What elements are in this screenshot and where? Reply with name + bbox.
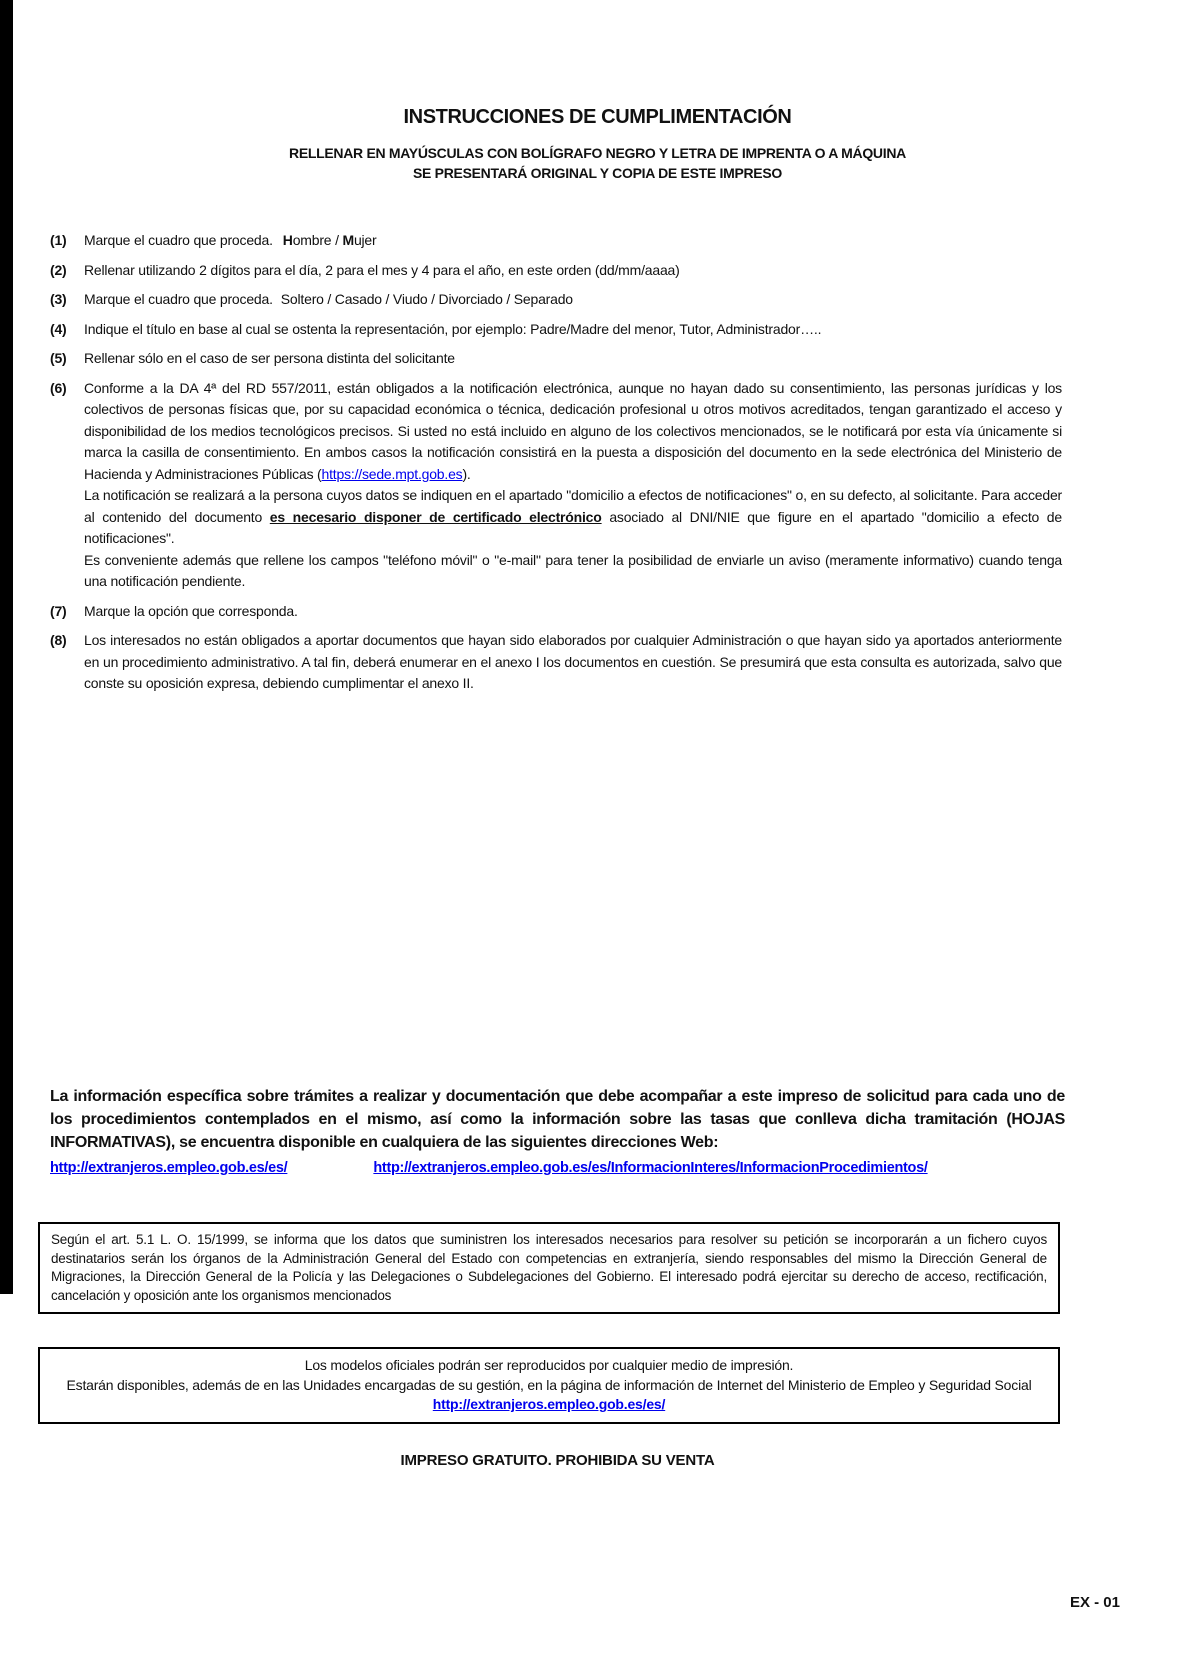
item-text (84, 230, 1062, 252)
item-text: Los interesados no están obligados a aportar documentos que hayan sido elaborados por cualquier Administración o que hayan sido ya aportados anteriormente en un procedimiento administrativo. A tal fin, deberá enumerar en el anexo I los documentos en cuestión. Se presumirá que esta consulta es autorizada, salvo que conste su oposición expresa, debiendo cumplimentar el anexo II. (84, 632, 1062, 691)
item-text: Indique el título en base al cual se ostenta la representación, por ejemplo: Padre/Madre del menor, Tutor, Administrador….. (84, 320, 822, 337)
item6-para1-after: ). (462, 465, 471, 482)
web-info-links (50, 1157, 1065, 1180)
web-info-text: La información específica sobre trámites a realizar y documentación que debe acompañar a este impreso de solicitud para cada uno de los procedimientos contemplados en el mismo, así como la información sobre las tasas que conlleva dicha tramitación (HOJAS INFORMATIVAS), se encuentra disponible en cualquiera de las siguientes direcciones Web: (50, 1088, 1065, 1151)
item6-paragraph-3: Es conveniente además que rellene los campos "teléfono móvil" o "e-mail" para tener la posibilidad de enviarle un aviso (meramente informativo) cuando tenga una notificación pendiente. (84, 551, 1062, 589)
item-text: Rellenar sólo en el caso de ser persona distinta del solicitante (84, 350, 455, 366)
option-hombre-rest: ombre / (292, 232, 343, 248)
instruction-item-7 (50, 601, 1062, 623)
item-text: Rellenar utilizando 2 dígitos para el día, 2 para el mes y 4 para el año, en este orden (dd/mm/aaaa) (84, 261, 680, 278)
item6-para1-text: Conforme a la DA 4ª del RD 557/2011, están obligados a la notificación electrónica, aunque no hayan dado su consentimiento, las personas jurídicas y los colectivos de personas físicas que, por su capacidad económica o técnica, dedicación profesional u otros motivos acreditados, tengan garantizado el acceso y disponibilidad de los medios tecnológicos precisos. Si usted no está incluido en alguno de los colectivos mencionados, se le notificará por esta vía únicamente si marca la casilla de consentimiento. En ambos casos la notificación consistirá en la puesta a disposición del documento en la sede electrónica del Ministerio de Hacienda y Administraciones Públicas ( (84, 379, 1062, 482)
item-number: (7) (50, 602, 67, 619)
instruction-item-1 (50, 230, 1062, 252)
instruction-item-6 (50, 378, 1062, 593)
item-number: (1) (50, 232, 67, 248)
instruction-item-3 (50, 289, 1062, 311)
item6-para2-before: La notificación se realizará a la persona cuyos datos se indiquen en el apartado "domicilio a efectos de notificaciones" o, en su defecto, al solicitante. Para acceder al contenido del documento (84, 487, 1062, 525)
subtitle-line1: RELLENAR EN MAYÚSCULAS CON BOLÍGRAFO NEGRO Y LETRA DE IMPRENTA O A MÁQUINA (289, 145, 906, 161)
item-number: (8) (50, 632, 67, 648)
item6-para2-after: asociado al DNI/NIE que figure en el apartado "domicilio a efecto de notificaciones". (84, 508, 1062, 546)
option-mujer-initial: M (342, 232, 354, 248)
official-models-notice-box (38, 1347, 1060, 1424)
option-hombre-initial: H (282, 232, 293, 248)
header-subtitle (50, 143, 1145, 183)
models-line2: Estarán disponibles, además de en las Unidades encargadas de su gestión, en la página de información de Internet del Ministerio de Empleo y Seguridad Social (66, 1376, 1032, 1393)
instruction-list (50, 230, 1062, 703)
item-text (84, 289, 1062, 311)
item3-options: Soltero / Casado / Viudo / Divorciado / Separado (280, 291, 573, 307)
subtitle-line2: SE PRESENTARÁ ORIGINAL Y COPIA DE ESTE IMPRESO (413, 165, 782, 181)
option-mujer-rest: ujer (353, 232, 377, 248)
item-number: (2) (50, 261, 67, 278)
scan-artifact-bar (0, 0, 13, 1294)
item6-paragraph-1 (84, 378, 1062, 486)
item-number: (3) (50, 291, 67, 307)
extranjeros-home-link-bottom[interactable]: http://extranjeros.empleo.gob.es/es/ (432, 1396, 666, 1412)
item-number: (4) (50, 320, 67, 337)
web-info-block (50, 1085, 1065, 1180)
data-protection-notice-box: Según el art. 5.1 L. O. 15/1999, se informa que los datos que suministren los interesados necesarios para resolver su petición se incorporarán a un fichero cuyos destinatarios serán los órganos de la Administración General del Estado con competencias en extranjería, siendo responsables del mismo la Dirección General de Migraciones, la Dirección General de la Policía y las Delegaciones o Subdelegaciones del Gobierno. El interesado podrá ejercitar su derecho de acceso, rectificación, cancelación y oposición ante los organismos mencionados (38, 1222, 1060, 1314)
item3-text: Marque el cuadro que proceda. (84, 291, 273, 307)
models-line1: Los modelos oficiales podrán ser reproducidos por cualquier medio de impresión. (304, 1357, 794, 1373)
item1-options (283, 232, 377, 248)
sede-mpt-link[interactable]: https://sede.mpt.gob.es (321, 465, 463, 482)
instruction-item-5 (50, 348, 1062, 370)
free-form-notice: IMPRESO GRATUITO. PROHIBIDA SU VENTA (400, 1452, 715, 1469)
item6-para2-emphasis: es necesario disponer de certificado electrónico (269, 508, 602, 525)
instruction-item-8 (50, 630, 1062, 695)
item-text (84, 378, 1062, 593)
item6-paragraph-2 (84, 485, 1062, 550)
item-number: (6) (50, 379, 67, 396)
extranjeros-home-link[interactable]: http://extranjeros.empleo.gob.es/es/ (50, 1160, 288, 1176)
extranjeros-procedures-link[interactable]: http://extranjeros.empleo.gob.es/es/InformacionInteres/InformacionProcedimientos/ (373, 1160, 928, 1176)
item-number: (5) (50, 350, 67, 366)
item1-text: Marque el cuadro que proceda. (84, 232, 273, 248)
page-header (50, 106, 1145, 183)
item-text: Marque la opción que corresponda. (84, 602, 298, 619)
instruction-item-2 (50, 260, 1062, 282)
page-title: INSTRUCCIONES DE CUMPLIMENTACIÓN (403, 106, 792, 128)
instruction-item-4 (50, 319, 1062, 341)
form-code: EX - 01 (1069, 1594, 1120, 1611)
